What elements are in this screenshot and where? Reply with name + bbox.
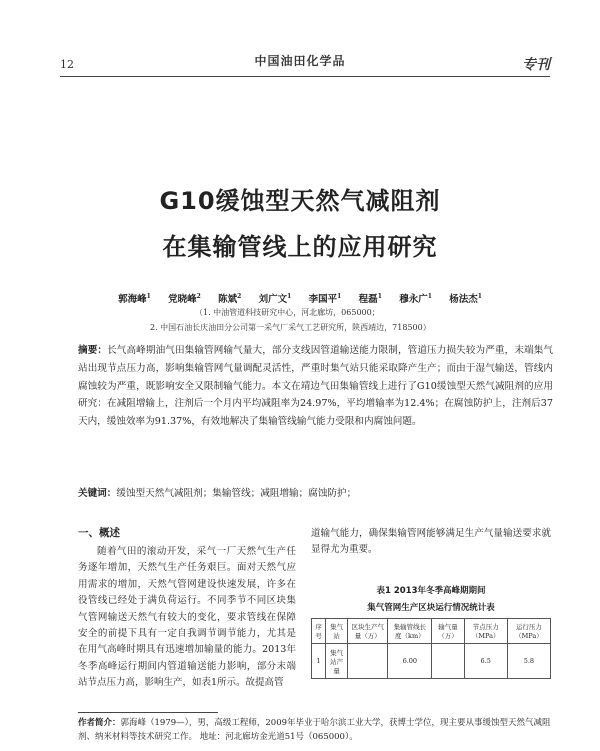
author: 程磊$^1$ (358, 292, 382, 305)
table-cell: 6.5 (464, 644, 507, 679)
author: 党晓峰$^2$ (168, 292, 201, 305)
paper-title-line2: 在集输管线上的应用研究 (162, 233, 438, 261)
table-cell: 集气站产量 (326, 644, 348, 679)
table-header-row (312, 619, 551, 644)
section-heading: 一、概述 (78, 527, 120, 539)
table-header: 节点压力（MPa） (464, 619, 507, 644)
table-caption: 表1 2013年冬季高峰期期间 (376, 586, 486, 596)
page-number: 12 (60, 58, 74, 71)
paper-title-line1: G10缓蚀型天然气减阻剂 (159, 187, 441, 215)
table-header: 输气量（万） (432, 619, 464, 644)
author: 郭海峰$^1$ (118, 292, 151, 305)
footnote-rule (78, 712, 218, 713)
header-rule (60, 76, 550, 77)
table-header: 集输管线长度（km） (388, 619, 432, 644)
table-caption-subtitle: 集气管网生产区块运行情况统计表 (367, 603, 495, 613)
journal-name: 中国油田化学品 (254, 54, 346, 68)
table-header: 运行压力（MPa） (507, 619, 550, 644)
author: 李国平$^1$ (308, 292, 342, 305)
author-note (78, 716, 553, 744)
keywords-text: 缓蚀型天然气减阻剂；集输管线；减阻增输；腐蚀防护； (116, 488, 357, 499)
abstract-label: 摘要： (78, 345, 108, 356)
data-table (311, 618, 551, 679)
affiliation-1: （1. 中油管道科技研究中心，河北廊坊，065000； (195, 308, 380, 317)
author-note-label: 作者简介： (78, 718, 121, 728)
author-note-text: 郭海峰（1979—），男，高级工程师，2009年毕业于哈尔滨工业大学，获博士学位，现主要从事缓蚀型天然气减阻剂、纳米材料等技术研究工作。 地址：河北廊坊金光道51号（065000）。 (78, 718, 551, 742)
author-list (0, 291, 600, 305)
table-header: 集气站 (326, 619, 348, 644)
table-cell: 6.00 (388, 644, 432, 679)
keywords (78, 485, 553, 499)
body-text-right: 道输气能力，确保集输管网能够满足生产气量输送要求就显得尤为重要。 (311, 528, 551, 556)
abstract (78, 342, 553, 431)
author: 杨法杰$^1$ (449, 292, 482, 305)
keywords-label: 关键词： (78, 488, 117, 499)
table-cell (432, 644, 464, 679)
table-header: 区块生产气量（万） (348, 619, 388, 644)
table-cell: 1 (312, 644, 326, 679)
abstract-text: 长气高峰期油气田集输管网输气量大，部分支线因管道输送能力限制，管道压力损失较为严重，末端集气站出现节点压力高，影响集输管网气量调配灵活性，严重时集气站只能采取降产生产；而由于湿气输送，管线内腐蚀较为严重，既影响安全又限制输气能力。本文在靖边气田集输管线上进行了G10缓蚀型天然气减阻剂的应用研究：在减阻增输上，注剂后一个月内平均减阻率为24.97%，平均增输率为12.4%；在腐蚀防护上，注剂后37天内，缓蚀效率为91.37%，有效地解决了集输管线输气能力受限和内腐蚀问题。 (78, 345, 554, 428)
table-cell (348, 644, 388, 679)
affiliation-2: 2. 中国石油长庆油田分公司第一采气厂采气工艺研究所，陕西靖边，718500） (150, 323, 431, 332)
table-cell: 5.8 (507, 644, 550, 679)
body-text-left: 随着气田的滚动开发，采气一厂天然气生产任务逐年增加，天然气生产任务艰巨。面对天然气应用需求的增加，天然气管网建设快速发展，许多在役管线已经处于满负荷运行。不同季节不同区块集气管网输送天然气有较大的变化，要求管线在保障安全的前提下具有一定自我调节调节能力，尤其是在用气高峰时期具有迅速增加输量的能力。2013年冬季高峰运行期间内管道输送能力影响，部分末端站节点压力高，影响生产，如表1所示。故提高管 (78, 546, 296, 689)
table-row (312, 644, 551, 679)
author: 刘广文$^1$ (258, 292, 292, 305)
column-label: 专刊 (522, 57, 550, 73)
author: 陈斌$^2$ (218, 292, 242, 305)
author: 穆永广$^1$ (399, 292, 432, 305)
table-header: 序号 (312, 619, 326, 644)
